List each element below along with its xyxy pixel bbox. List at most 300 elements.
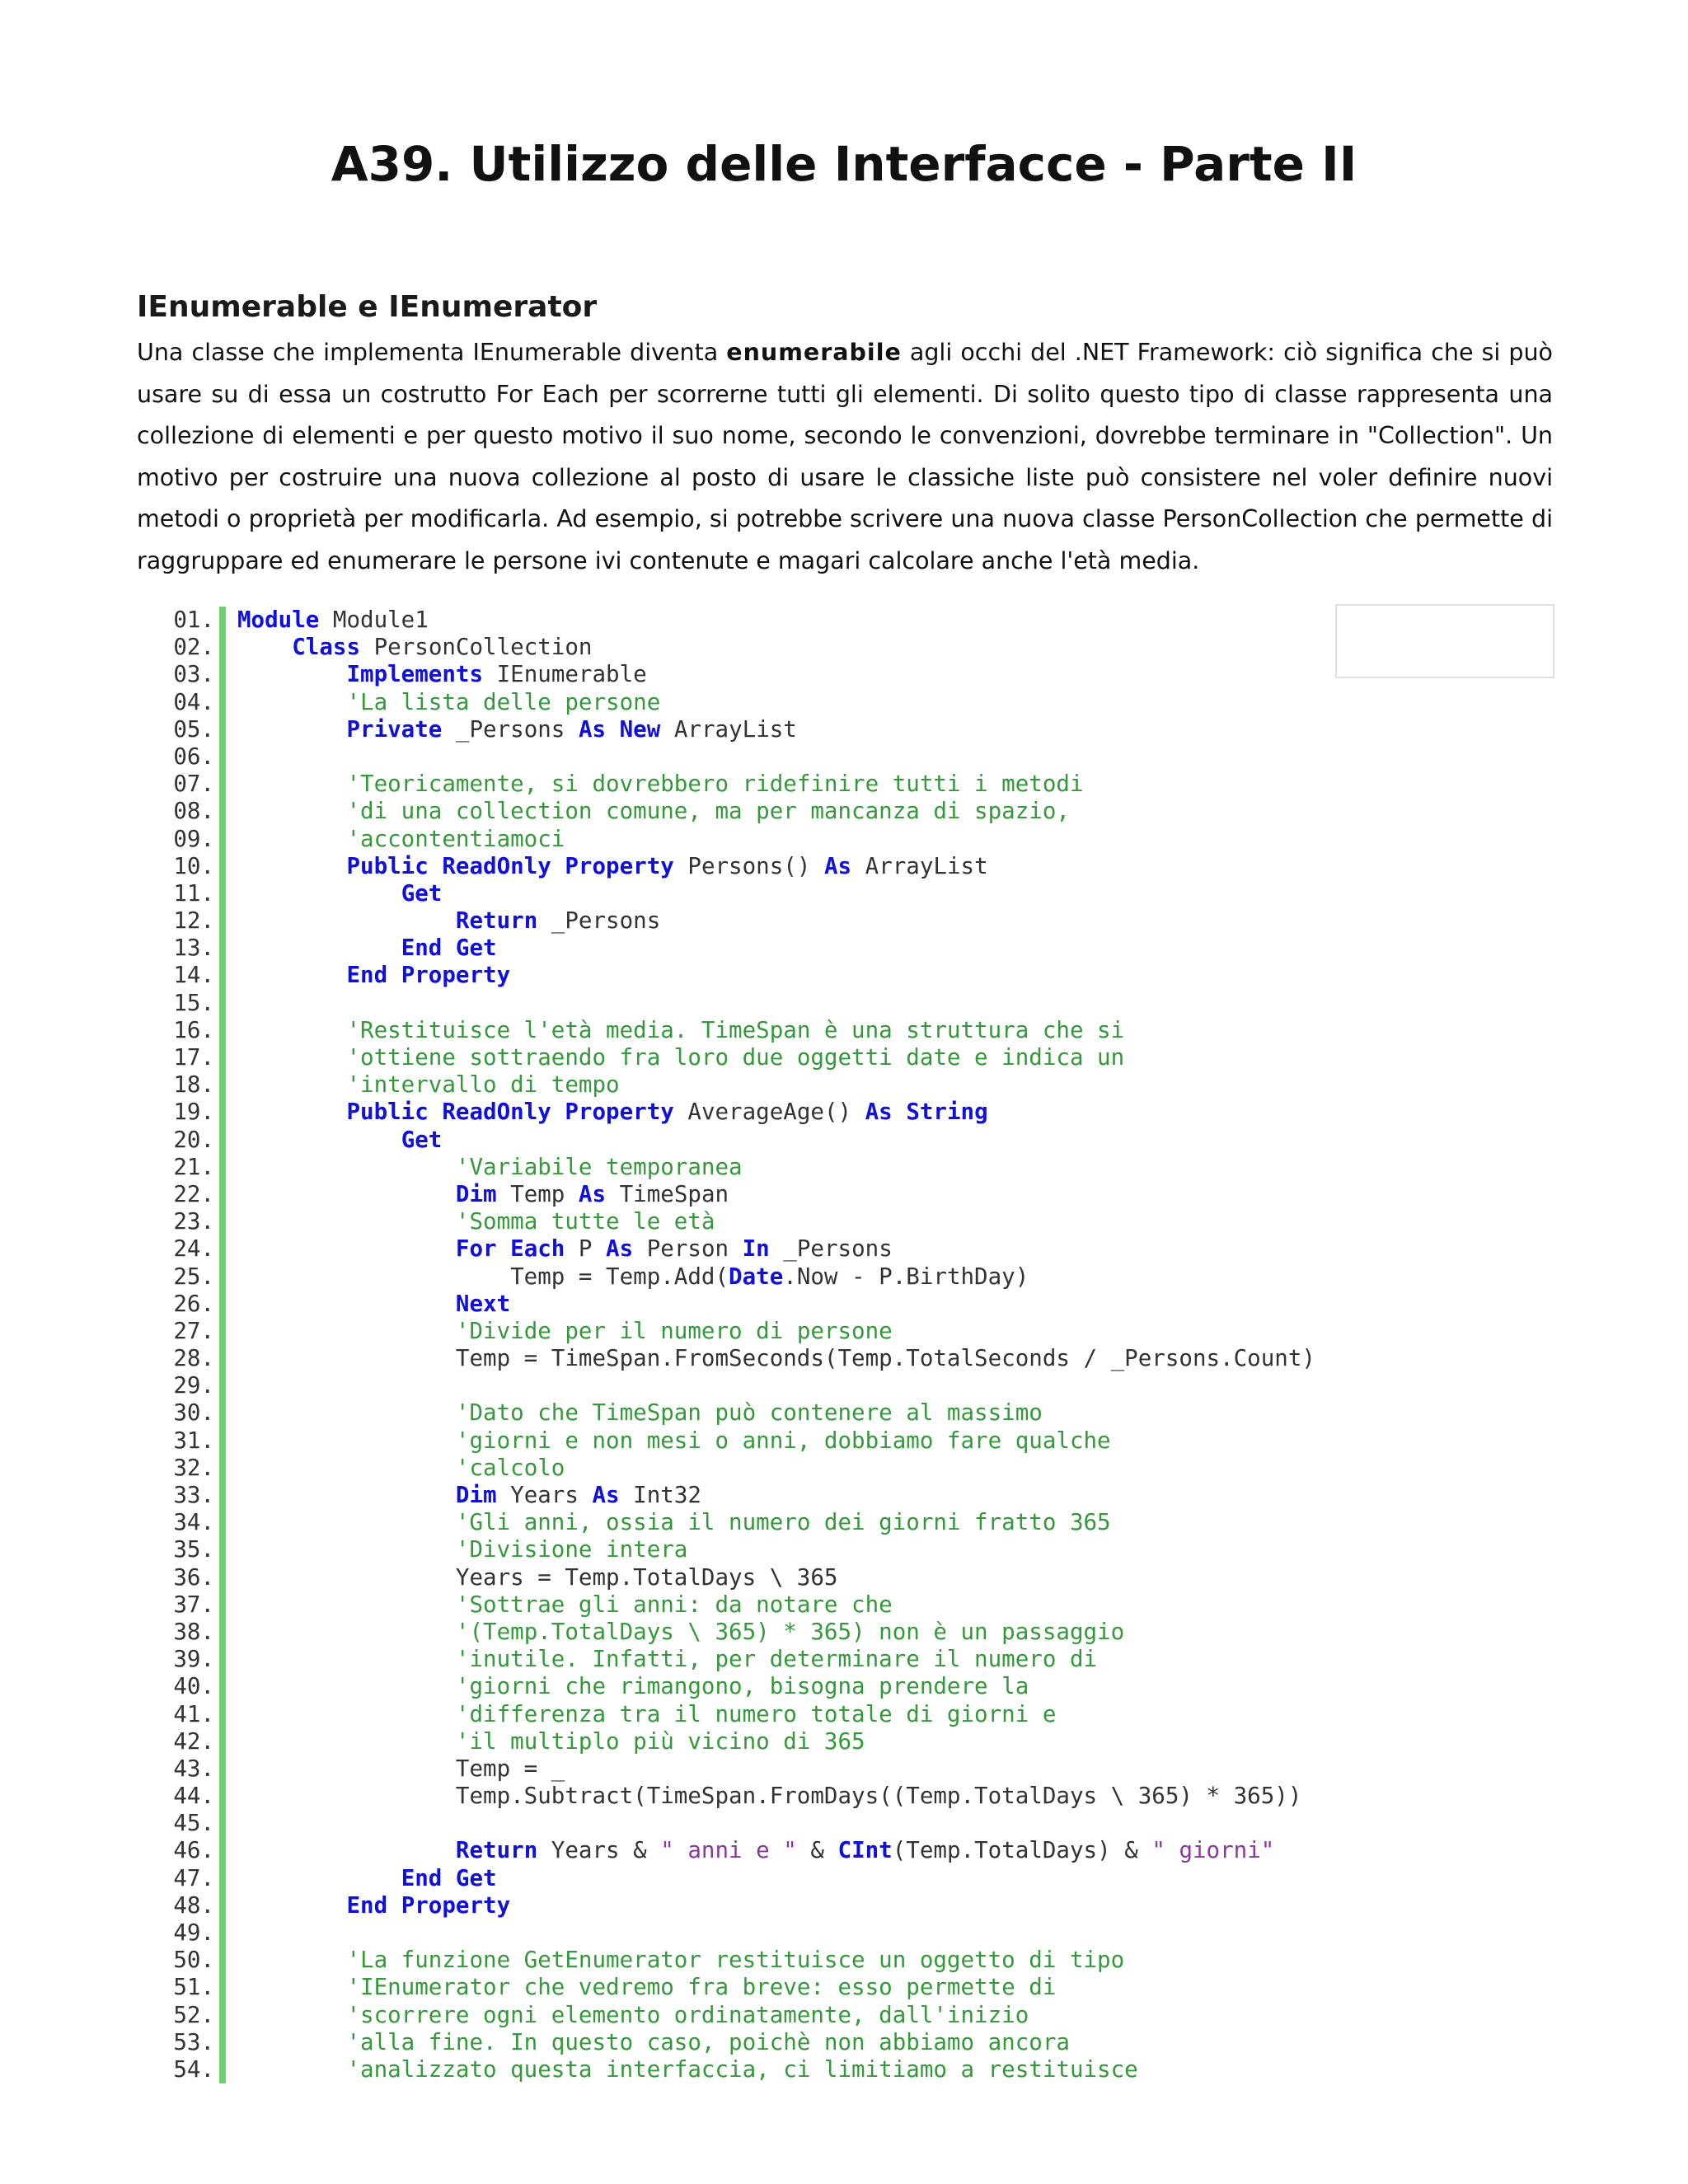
comment-token: 'ottiene sottraendo fra loro due oggetti date e indica un [346, 1044, 1125, 1071]
gutter-bar [219, 661, 226, 688]
line-number: 11. [173, 879, 214, 907]
code-line [124, 1263, 1360, 1291]
line-number: 19. [173, 1099, 214, 1126]
line-number: 41. [173, 1700, 214, 1727]
code-token [442, 1865, 456, 1891]
line-number: 06. [173, 743, 214, 770]
keyword-token: Get [401, 879, 443, 907]
code-text [237, 1728, 865, 1755]
code-text [237, 935, 497, 962]
code-text [237, 1673, 1029, 1700]
line-number: 05. [173, 715, 214, 743]
gutter-bar [219, 1646, 226, 1673]
line-number: 08. [173, 798, 214, 825]
comment-token: 'Teoricamente, si dovrebbero ridefinire tutti i metodi [346, 771, 1084, 798]
code-token [237, 1399, 456, 1426]
code-token [237, 1154, 456, 1180]
code-token: Int32 [619, 1482, 701, 1508]
code-token [551, 1099, 565, 1125]
code-token: Temp = Temp.Add( [237, 1263, 729, 1290]
code-line [124, 2002, 1360, 2029]
code-text [237, 1564, 837, 1591]
gutter-bar [219, 2029, 226, 2056]
code-line [124, 1783, 1360, 1810]
code-text [237, 661, 647, 688]
keyword-token: Property [401, 1891, 511, 1919]
code-token [237, 1208, 456, 1235]
code-token [497, 1235, 511, 1262]
code-text [237, 1345, 1315, 1372]
code-token [237, 634, 292, 660]
code-token: AverageAge() [673, 1099, 865, 1126]
keyword-token: Property [565, 852, 674, 879]
code-token [237, 935, 401, 961]
code-text [237, 1099, 988, 1126]
code-token [237, 1482, 456, 1508]
code-line [124, 716, 1360, 743]
line-number: 35. [173, 1536, 214, 1563]
code-text [237, 1783, 1301, 1810]
code-token [442, 935, 456, 961]
line-number: 33. [173, 1482, 214, 1508]
keyword-token: Property [565, 1099, 674, 1126]
gutter-bar [219, 716, 226, 743]
code-line [124, 607, 1360, 634]
gutter-bar [219, 1318, 226, 1345]
gutter-bar [219, 1837, 226, 1864]
page-title: A39. Utilizzo delle Interfacce - Parte II [331, 136, 1357, 192]
gutter-bar [219, 798, 226, 825]
code-token [237, 1974, 346, 2000]
code-token [237, 826, 346, 852]
comment-token: 'alla fine. In questo caso, poichè non abbiamo ancora [346, 2028, 1070, 2055]
intro-text-start: Una classe che implementa IEnumerable diventa [137, 339, 727, 366]
comment-token: 'IEnumerator che vedremo fra breve: esso permette di [346, 1974, 1057, 2001]
gutter-bar [219, 1017, 226, 1044]
gutter-bar [219, 1783, 226, 1810]
gutter-bar [219, 1208, 226, 1235]
code-token [893, 1099, 907, 1125]
line-number: 51. [173, 1974, 214, 2001]
code-text [237, 1235, 893, 1263]
code-token [237, 1673, 456, 1699]
gutter-bar [219, 634, 226, 661]
code-text [237, 634, 593, 661]
code-token [387, 962, 401, 988]
code-line [124, 1564, 1360, 1591]
line-number: 23. [173, 1208, 214, 1235]
code-text [237, 1291, 510, 1318]
line-number: 25. [173, 1263, 214, 1290]
code-text [237, 689, 660, 716]
line-number: 40. [173, 1673, 214, 1700]
code-line [124, 826, 1360, 853]
code-token: _Persons [769, 1235, 893, 1263]
code-token [237, 1455, 456, 1481]
line-number: 10. [173, 852, 214, 879]
code-token [237, 2029, 346, 2055]
comment-token: 'Dato che TimeSpan può contenere al massimo [455, 1399, 1043, 1427]
code-token [237, 1646, 456, 1672]
code-line [124, 689, 1360, 716]
code-line [124, 907, 1360, 935]
line-number: 43. [173, 1755, 214, 1782]
line-number: 15. [173, 989, 214, 1016]
code-token [237, 1071, 346, 1098]
code-text [237, 907, 660, 935]
code-line [124, 771, 1360, 798]
gutter-bar [219, 1673, 226, 1700]
line-number: 48. [173, 1891, 214, 1919]
gutter-bar [219, 607, 226, 634]
gutter-bar [219, 1536, 226, 1563]
keyword-token: As [823, 852, 852, 879]
gutter-bar [219, 907, 226, 935]
gutter-bar [219, 1263, 226, 1291]
code-line [124, 1044, 1360, 1071]
line-number: 27. [173, 1317, 214, 1344]
gutter-bar [219, 1509, 226, 1536]
keyword-token: End [401, 1864, 443, 1891]
code-token [237, 1181, 456, 1207]
line-number: 50. [173, 1947, 214, 1974]
line-number: 37. [173, 1591, 214, 1618]
code-line [124, 2056, 1360, 2083]
line-number: 20. [173, 1126, 214, 1153]
line-number: 24. [173, 1235, 214, 1263]
code-text [237, 1482, 701, 1509]
string-token: " anni e " [660, 1837, 797, 1864]
line-number: 17. [173, 1044, 214, 1071]
gutter-bar [219, 1865, 226, 1892]
code-token [237, 1044, 346, 1071]
code-line [124, 1728, 1360, 1755]
keyword-token: End [346, 1891, 388, 1919]
code-text [237, 1974, 1056, 2001]
code-line [124, 853, 1360, 880]
keyword-token: For [455, 1235, 497, 1263]
keyword-token: Return [455, 907, 538, 935]
line-number: 21. [173, 1153, 214, 1180]
code-token [237, 1619, 456, 1645]
gutter-bar [219, 1974, 226, 2001]
comment-token: 'Somma tutte le età [455, 1208, 715, 1235]
code-text [237, 1837, 1274, 1864]
line-number: 02. [173, 634, 214, 661]
code-text [237, 1208, 715, 1235]
line-number: 42. [173, 1727, 214, 1755]
code-text [237, 1399, 1043, 1427]
code-line [124, 1947, 1360, 1974]
gutter-bar [219, 1482, 226, 1509]
keyword-token: End [346, 962, 388, 989]
code-token [237, 2056, 346, 2083]
line-number: 09. [173, 825, 214, 852]
code-token [387, 1892, 401, 1919]
code-token: Persons() [673, 852, 824, 879]
code-token: Temp = TimeSpan.FromSeconds(Temp.TotalSeconds / _Persons.Count) [237, 1345, 1315, 1372]
gutter-bar [219, 880, 226, 907]
keyword-token: End [401, 935, 443, 962]
code-text [237, 962, 510, 989]
code-token: .Now - P.BirthDay) [783, 1263, 1029, 1290]
gutter-bar [219, 1099, 226, 1126]
keyword-token: Dim [455, 1482, 497, 1508]
keyword-token: As [578, 715, 607, 743]
keyword-token: As [865, 1099, 893, 1126]
keyword-token: Return [455, 1837, 538, 1864]
code-line [124, 634, 1360, 661]
code-token: Person [633, 1235, 743, 1263]
code-token [237, 1235, 456, 1262]
comment-token: 'giorni e non mesi o anni, dobbiamo fare qualche [455, 1427, 1111, 1454]
code-line [124, 1619, 1360, 1646]
comment-token: 'Variabile temporanea [455, 1153, 743, 1180]
code-token [237, 1291, 456, 1317]
keyword-token: New [619, 715, 661, 743]
code-text [237, 2002, 1029, 2029]
gutter-bar [219, 1619, 226, 1646]
gutter-bar [219, 853, 226, 880]
comment-token: 'inutile. Infatti, per determinare il numero di [455, 1646, 1098, 1673]
keyword-token: String [906, 1099, 988, 1126]
gutter-bar [219, 1810, 226, 1837]
gutter-bar [219, 1947, 226, 1974]
code-token: & [796, 1837, 838, 1864]
comment-token: 'La lista delle persone [346, 688, 661, 715]
code-line [124, 798, 1360, 825]
code-token [237, 771, 346, 797]
code-line [124, 1071, 1360, 1099]
code-text [237, 1071, 620, 1099]
comment-token: 'differenza tra il numero totale di giorni e [455, 1700, 1057, 1727]
line-number: 07. [173, 771, 214, 798]
comment-token: 'giorni che rimangono, bisogna prendere la [455, 1673, 1029, 1700]
gutter-bar [219, 1291, 226, 1318]
comment-token: 'scorrere ogni elemento ordinatamente, dall'inizio [346, 2001, 1029, 2028]
code-token [237, 716, 346, 743]
code-token: IEnumerable [483, 661, 647, 688]
code-token [237, 689, 346, 715]
code-token: Temp [496, 1180, 579, 1207]
code-token [429, 853, 443, 879]
code-token [237, 1892, 346, 1919]
comment-token: 'Gli anni, ossia il numero dei giorni fratto 365 [455, 1509, 1111, 1536]
code-line [124, 1291, 1360, 1318]
code-token: Years & [537, 1837, 661, 1864]
code-text [237, 1181, 729, 1208]
gutter-bar [219, 962, 226, 989]
code-text [237, 880, 442, 907]
code-token [237, 853, 346, 879]
string-token: " giorni" [1151, 1837, 1275, 1864]
gutter-bar [219, 2002, 226, 2029]
line-number: 12. [173, 907, 214, 935]
gutter-bar [219, 935, 226, 962]
code-token: _Persons [537, 907, 661, 935]
gutter-bar [219, 1154, 226, 1181]
line-number: 34. [173, 1509, 214, 1536]
code-line [124, 1482, 1360, 1509]
gutter-bar [219, 1755, 226, 1783]
code-text [237, 1701, 1056, 1728]
comment-token: 'Divide per il numero di persone [455, 1317, 893, 1344]
gutter-bar [219, 1235, 226, 1263]
keyword-token: Private [346, 715, 443, 743]
code-token [237, 1099, 346, 1125]
code-line [124, 1865, 1360, 1892]
comment-token: 'accontentiamoci [346, 825, 565, 852]
code-text [237, 1536, 687, 1563]
line-number: 31. [173, 1427, 214, 1454]
gutter-bar [219, 1892, 226, 1919]
code-token: _Persons [442, 715, 579, 743]
gutter-bar [219, 1591, 226, 1619]
line-number: 16. [173, 1016, 214, 1043]
code-token [237, 1127, 401, 1153]
line-number: 38. [173, 1618, 214, 1645]
code-token [237, 1837, 456, 1863]
code-line [124, 1591, 1360, 1619]
code-line [124, 1399, 1360, 1427]
keyword-token: Date [729, 1263, 784, 1290]
comment-token: '(Temp.TotalDays \ 365) * 365) non è un passaggio [455, 1618, 1125, 1645]
code-line [124, 1755, 1360, 1783]
gutter-bar [219, 1455, 226, 1482]
code-token [237, 880, 401, 907]
keyword-token: As [606, 1235, 634, 1263]
code-token [237, 1591, 456, 1618]
code-token: ArrayList [851, 852, 988, 879]
line-number: 54. [173, 2055, 214, 2083]
code-listing [124, 607, 1360, 2083]
gutter-bar [219, 1427, 226, 1455]
code-line [124, 1892, 1360, 1919]
line-number: 03. [173, 661, 214, 688]
code-line [124, 1127, 1360, 1154]
code-token: Temp.Subtract(TimeSpan.FromDays((Temp.TotalDays \ 365) * 365)) [237, 1783, 1302, 1810]
code-text [237, 2056, 1138, 2083]
code-line [124, 661, 1360, 688]
code-token [237, 1865, 401, 1891]
code-text [237, 1263, 1029, 1291]
code-token: PersonCollection [360, 634, 593, 661]
keyword-token: Class [292, 634, 361, 661]
line-number: 30. [173, 1399, 214, 1427]
line-number: 01. [173, 607, 214, 633]
code-line [124, 962, 1360, 989]
line-number: 28. [173, 1345, 214, 1372]
line-number: 22. [173, 1180, 214, 1207]
line-number: 32. [173, 1454, 214, 1481]
keyword-token: Get [401, 1126, 443, 1153]
gutter-bar [219, 826, 226, 853]
comment-token: 'analizzato questa interfaccia, ci limitiamo a restituisce [346, 2055, 1138, 2083]
code-token [237, 1509, 456, 1535]
code-line [124, 1701, 1360, 1728]
code-token [237, 2002, 346, 2028]
gutter-bar [219, 1701, 226, 1728]
keyword-token: As [592, 1482, 620, 1508]
comment-token: 'il multiplo più vicino di 365 [455, 1727, 865, 1755]
keyword-token: Get [455, 1864, 497, 1891]
comment-token: 'Restituisce l'età media. TimeSpan è una struttura che si [346, 1016, 1125, 1043]
comment-token: 'intervallo di tempo [346, 1071, 620, 1099]
line-number: 49. [173, 1919, 214, 1946]
code-line [124, 1181, 1360, 1208]
line-number: 44. [173, 1783, 214, 1810]
gutter-bar [219, 1728, 226, 1755]
code-line [124, 743, 1360, 771]
keyword-token: Next [455, 1290, 511, 1317]
code-text [237, 1509, 1111, 1536]
code-token [237, 1701, 456, 1727]
comment-token: 'di una collection comune, ma per mancanza di spazio, [346, 798, 1070, 825]
code-text [237, 1591, 893, 1619]
keyword-token: Get [455, 935, 497, 962]
code-text [237, 853, 988, 880]
code-line [124, 1099, 1360, 1126]
line-number: 29. [173, 1372, 214, 1399]
code-text [237, 2029, 1070, 2056]
code-token [237, 1947, 346, 1973]
comment-token: 'La funzione GetEnumerator restituisce un oggetto di tipo [346, 1947, 1125, 1974]
gutter-bar [219, 2056, 226, 2083]
code-text [237, 1947, 1124, 1974]
line-number: 36. [173, 1563, 214, 1591]
empty-frame [1335, 604, 1554, 678]
code-token [237, 1318, 456, 1344]
keyword-token: Public [346, 1099, 429, 1126]
code-token [237, 1536, 456, 1563]
code-text [237, 1755, 565, 1783]
gutter-bar [219, 1399, 226, 1427]
code-token: ArrayList [660, 715, 797, 743]
code-text [237, 826, 565, 853]
line-number: 04. [173, 688, 214, 715]
keyword-token: Implements [346, 661, 484, 688]
code-text [237, 1127, 442, 1154]
code-text [237, 1892, 510, 1919]
code-token: (Temp.TotalDays) & [892, 1837, 1152, 1864]
code-token: P [565, 1235, 607, 1263]
line-number: 18. [173, 1071, 214, 1099]
code-line [124, 1017, 1360, 1044]
gutter-bar [219, 1564, 226, 1591]
code-token: Module1 [319, 607, 429, 633]
code-line [124, 880, 1360, 907]
code-text [237, 771, 1084, 798]
code-text [237, 1044, 1124, 1071]
gutter-bar [219, 1181, 226, 1208]
keyword-token: Module [237, 607, 320, 633]
keyword-token: Property [401, 962, 511, 989]
code-line [124, 1536, 1360, 1563]
code-token [237, 907, 456, 934]
code-line [124, 1235, 1360, 1263]
keyword-token: In [742, 1235, 770, 1263]
gutter-bar [219, 771, 226, 798]
code-line [124, 1372, 1360, 1399]
code-line [124, 1509, 1360, 1536]
line-number: 14. [173, 962, 214, 989]
code-line [124, 1810, 1360, 1837]
code-token: Temp = _ [237, 1755, 565, 1782]
code-text [237, 1646, 1097, 1673]
code-text [237, 1017, 1124, 1044]
comment-token: 'calcolo [455, 1454, 565, 1481]
line-number: 52. [173, 2001, 214, 2028]
